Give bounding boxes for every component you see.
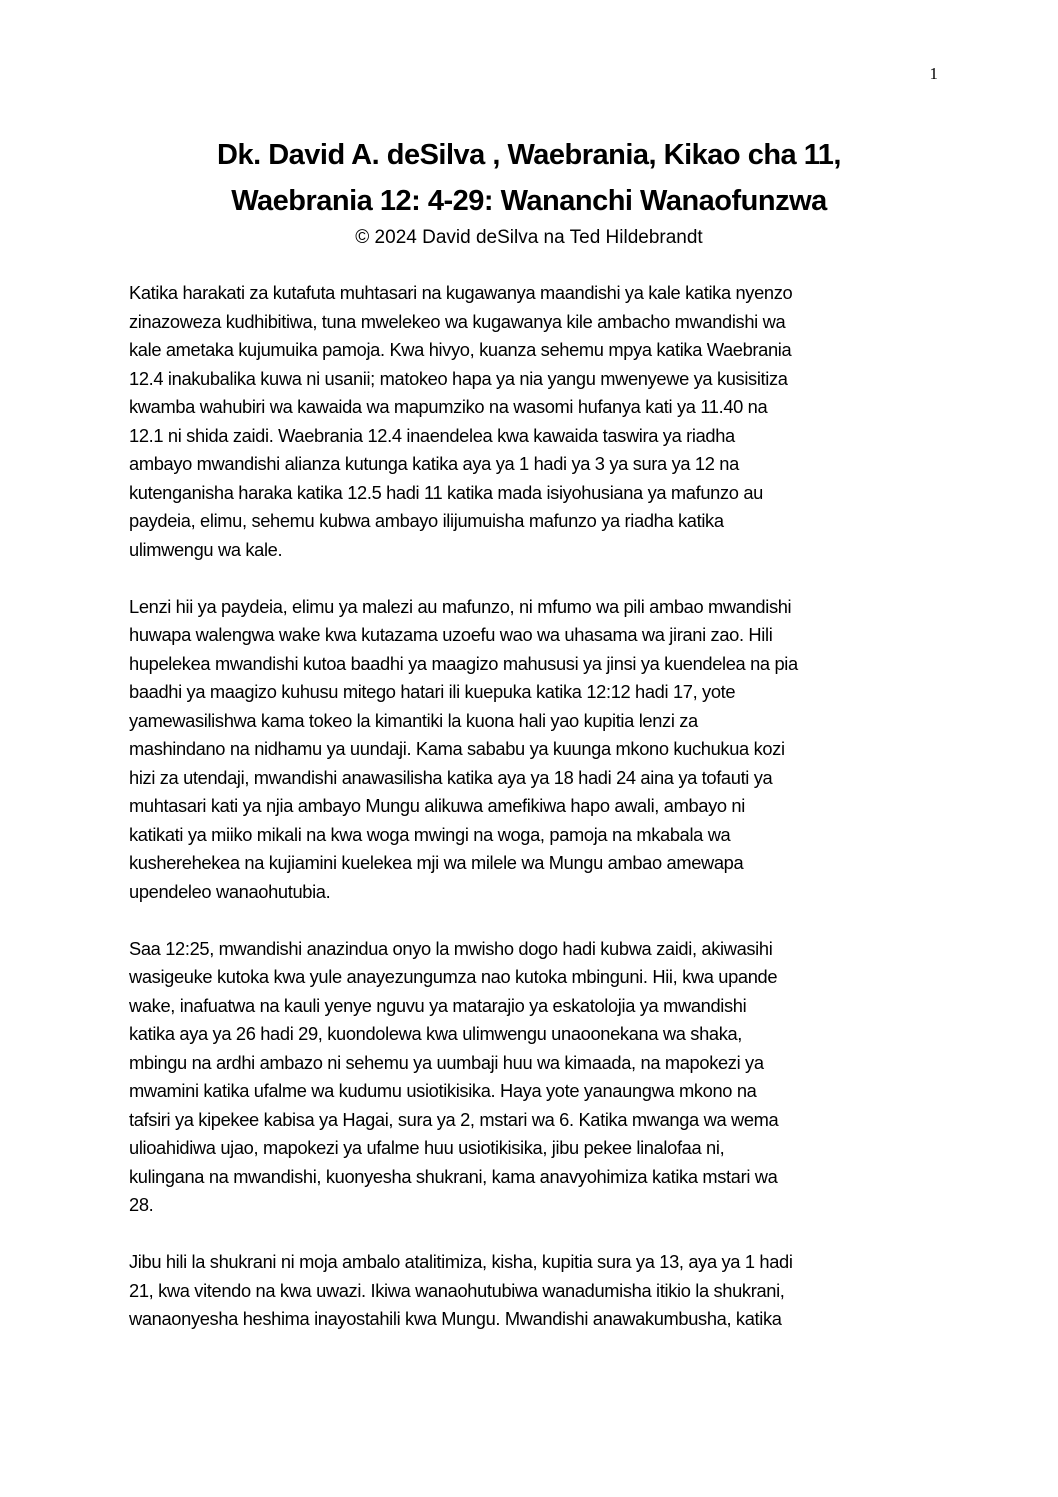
text-line: mwamini katika ufalme wa kudumu usiotikisika. Haya yote yanaungwa mkono na bbox=[129, 1080, 757, 1101]
text-line: Saa 12:25, mwandishi anazindua onyo la mwisho dogo hadi kubwa zaidi, akiwasihi bbox=[129, 937, 773, 959]
text-line: tafsiri ya kipekee kabisa ya Hagai, sura ya 2, mstari wa 6. Katika mwanga wa wema bbox=[129, 1108, 779, 1130]
text-line: baadhi ya maagizo kuhusu mitego hatari ili kuepuka katika 12:12 hadi 17, yote bbox=[129, 681, 736, 702]
text-line: wasigeuke kutoka kwa yule anayezungumza nao kutoka mbinguni. Hii, kwa upande bbox=[129, 966, 778, 987]
text-line: katikati ya miiko mikali na kwa woga mwingi na woga, pamoja na mkabala wa bbox=[129, 823, 731, 845]
text-line: kwamba wahubiri wa kawaida wa mapumziko na wasomi hufanya kati ya 11.40 na bbox=[129, 396, 768, 417]
text-line: ulioahidiwa ujao, mapokezi ya ufalme huu usiotikisika, jibu pekee linalofaa ni, bbox=[129, 1137, 725, 1158]
paragraph-1 bbox=[129, 279, 949, 564]
text-line: yamewasilishwa kama tokeo la kimantiki la kuona hali yao kupitia lenzi za bbox=[129, 709, 698, 731]
text-line: Lenzi hii ya paydeia, elimu ya malezi au mafunzo, ni mfumo wa pili ambao mwandishi bbox=[129, 595, 792, 617]
page-number: 1 bbox=[929, 64, 938, 83]
text-line: kale ametaka kujumuika pamoja. Kwa hivyo, kuanza sehemu mpya katika Waebrania bbox=[129, 339, 792, 360]
text-line: Katika harakati za kutafuta muhtasari na kugawanya maandishi ya kale katika nyenzo bbox=[129, 282, 793, 303]
text-line: 28. bbox=[129, 1194, 154, 1215]
page-title bbox=[60, 132, 998, 224]
text-line: kutenganisha haraka katika 12.5 hadi 11 katika mada isiyohusiana ya mafunzo au bbox=[129, 481, 763, 503]
text-line: mashindano na nidhamu ya uundaji. Kama sababu ya kuunga mkono kuchukua kozi bbox=[129, 738, 785, 759]
text-line: ulimwengu wa kale. bbox=[129, 538, 283, 560]
title-line-1: Dk. David A. deSilva , Waebrania, Kikao cha 11, bbox=[217, 139, 841, 171]
text-line: 12.4 inakubalika kuwa ni usanii; matokeo hapa ya nia yangu mwenyewe ya kusisitiza bbox=[129, 367, 788, 389]
title-line-2: Waebrania 12: 4-29: Wananchi Wanaofunzwa bbox=[231, 185, 827, 217]
text-line: katika aya ya 26 hadi 29, kuondolewa kwa ulimwengu unaoonekana wa shaka, bbox=[129, 1023, 743, 1044]
text-line: Jibu hili la shukrani ni moja ambalo atalitimiza, kisha, kupitia sura ya 13, aya ya 1 hadi bbox=[129, 1251, 793, 1272]
text-line: wanaonyesha heshima inayostahili kwa Mungu. Mwandishi anawakumbusha, katika bbox=[129, 1308, 782, 1329]
text-line: ambayo mwandishi alianza kutunga katika aya ya 1 hadi ya 3 ya sura ya 12 na bbox=[129, 453, 739, 474]
text-line: mbingu na ardhi ambazo ni sehemu ya uumbaji huu wa kimaada, na mapokezi ya bbox=[129, 1051, 764, 1073]
copyright-subtitle: © 2024 David deSilva na Ted Hildebrandt bbox=[355, 227, 703, 248]
paragraph-4 bbox=[129, 1248, 949, 1334]
text-line: kusherehekea na kujiamini kuelekea mji wa milele wa Mungu ambao amewapa bbox=[129, 852, 744, 873]
paragraph-3 bbox=[129, 935, 949, 1220]
text-line: wake, inafuatwa na kauli yenye nguvu ya matarajio ya eskatolojia ya mwandishi bbox=[129, 994, 747, 1016]
text-line: muhtasari kati ya njia ambayo Mungu alikuwa amefikiwa hapo awali, ambayo ni bbox=[129, 795, 745, 816]
text-line: zinazoweza kudhibitiwa, tuna mwelekeo wa kugawanya kile ambacho mwandishi wa bbox=[129, 310, 786, 332]
text-line: upendeleo wanaohutubia. bbox=[129, 880, 331, 902]
text-line: hupelekea mwandishi kutoa baadhi ya maagizo mahususi ya jinsi ya kuendelea na pia bbox=[129, 652, 798, 674]
text-line: 21, kwa vitendo na kwa uwazi. Ikiwa wanaohutubiwa wanadumisha itikio la shukrani, bbox=[129, 1279, 785, 1301]
text-line: hizi za utendaji, mwandishi anawasilisha katika aya ya 18 hadi 24 aina ya tofauti ya bbox=[129, 766, 773, 788]
text-line: kulingana na mwandishi, kuonyesha shukrani, kama anavyohimiza katika mstari wa bbox=[129, 1165, 778, 1187]
text-line: paydeia, elimu, sehemu kubwa ambayo ilijumuisha mafunzo ya riadha katika bbox=[129, 510, 724, 531]
text-line: 12.1 ni shida zaidi. Waebrania 12.4 inaendelea kwa kawaida taswira ya riadha bbox=[129, 424, 735, 446]
paragraph-2 bbox=[129, 593, 949, 907]
document-body bbox=[129, 279, 949, 1362]
text-line: huwapa walengwa wake kwa kutazama uzoefu wao wa uhasama wa jirani zao. Hili bbox=[129, 624, 773, 645]
